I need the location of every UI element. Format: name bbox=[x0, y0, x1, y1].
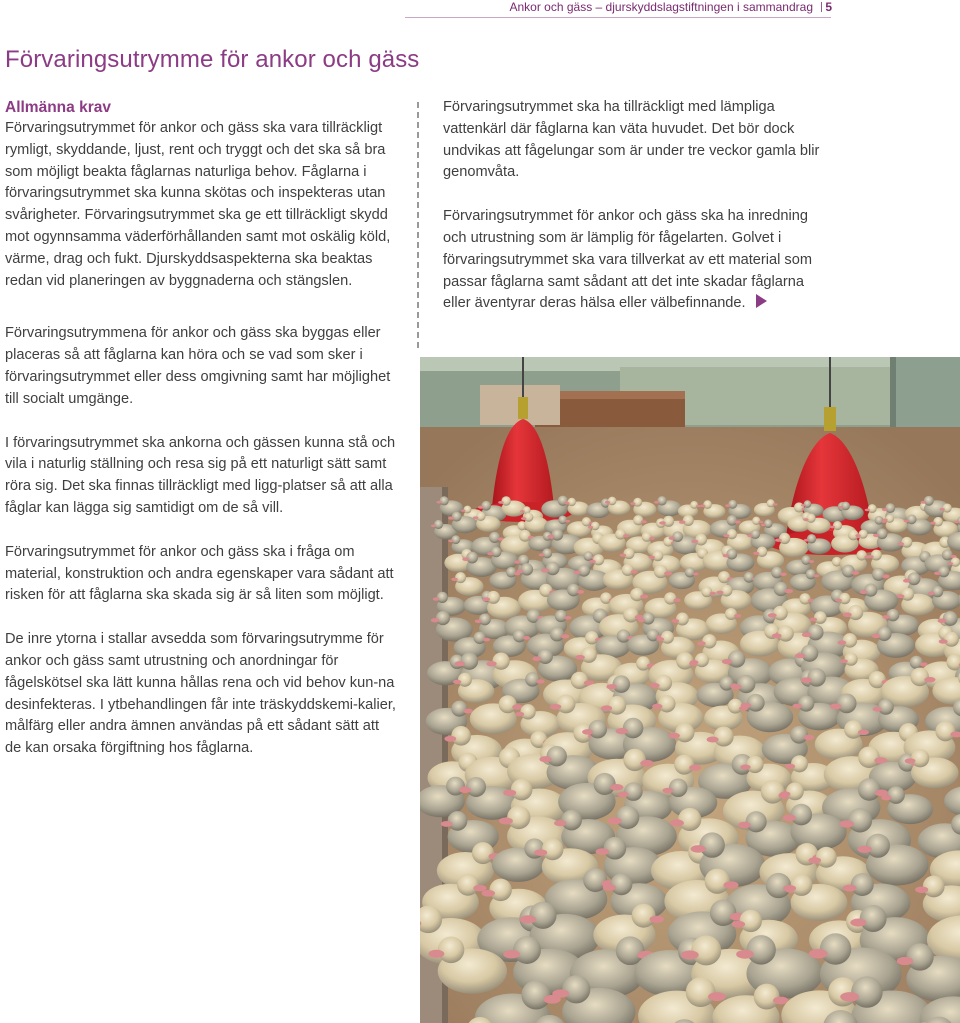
column-divider bbox=[417, 102, 419, 348]
goslings-photo bbox=[420, 357, 960, 1023]
running-title: Ankor och gäss – djurskyddslagstiftningen i sammandrag bbox=[509, 0, 813, 14]
goslings-photo-illustration bbox=[420, 357, 960, 1023]
paragraph: I förvaringsutrymmet ska ankorna och gässen kunna stå och vila i naturlig ställning och resa sig på ett naturligt sätt samt röra sig. Det ska finnas tillräckligt med ligg-platser så att alla fåglar kan lägga sig samtidigt om de så vill. bbox=[5, 434, 396, 516]
paragraph: Förvaringsutrymmet för ankor och gäss ska i fråga om material, konstruktion och andra egenskaper vara sådant att risken för att fåglarna ska skada sig är så liten som möjligt. bbox=[5, 543, 394, 604]
paragraph-with-arrow bbox=[443, 206, 833, 315]
header-rule bbox=[405, 17, 831, 18]
paragraph: De inre ytorna i stallar avsedda som förvaringsutrymme för ankor och gäss samt utrustning och anordningar för fågelskötsel ska lätt kunna hållas rena och vid behov kun-na desinfekteras. I ytbehandlingen får inte träskyddskemi-kalier, målfärg eller andra ämnen användas på ett sådant sätt att de kan orsaka förgiftning hos fåglarna. bbox=[5, 631, 396, 757]
continue-arrow-icon bbox=[756, 294, 767, 308]
left-column bbox=[5, 97, 397, 782]
right-column bbox=[443, 97, 833, 337]
running-header bbox=[0, 0, 960, 18]
paragraph-text: Förvaringsutrymmet för ankor och gäss ska ha inredning och utrustning som är lämplig för fågelarten. Golvet i förvaringsutrymmet ska vara tillverkat av ett material som passar fåglarna samt sådant att det inte skadar fåglarna eller äventyrar deras hälsa eller välbefinnande. bbox=[443, 208, 813, 312]
page-number: 5 bbox=[825, 0, 832, 14]
page-title: Förvaringsutrymme för ankor och gäss bbox=[5, 46, 420, 73]
header-separator bbox=[821, 2, 822, 12]
paragraph: Förvaringsutrymmet för ankor och gäss ska vara tillräckligt rymligt, skyddande, ljust, rent och tryggt och det ska så bra som möjligt beakta fåglarnas naturliga behov. Fåglarna i förvaringsutrymmet ska kunna skötas och inspekteras utan svårigheter. Förvaringsutrymmet ska ge ett tillräckligt skydd mot ogynnsamma väderförhållanden samt mot oskälig köld, värme, drag och fukt. Djurskyddsaspekterna ska beaktas redan vid planeringen av byggnaderna och stängslen. bbox=[5, 120, 391, 289]
goslings-group bbox=[420, 496, 960, 1023]
paragraph: Förvaringsutrymmena för ankor och gäss ska byggas eller placeras så att fåglarna kan höra och se vad som sker i förvaringsutrymmet eller dess omgivning samt har möjlighet till socialt umgänge. bbox=[5, 325, 391, 407]
paragraph: Förvaringsutrymmet ska ha tillräckligt med lämpliga vattenkärl där fåglarna kan väta huvudet. Det bör dock undvikas att fågelungar som är under tre veckor gamla blir genomvåta. bbox=[443, 99, 820, 181]
section-subheading: Allmänna krav bbox=[5, 99, 111, 116]
